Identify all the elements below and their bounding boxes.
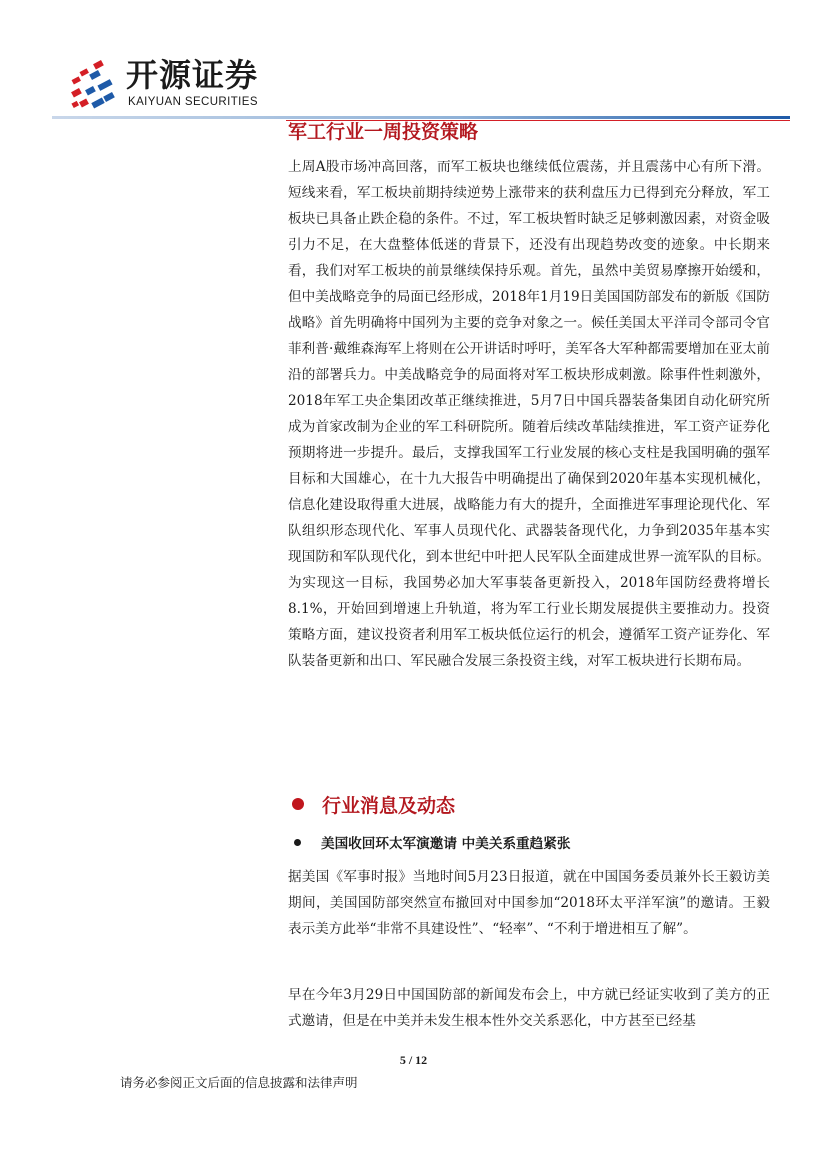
news-item-heading bbox=[288, 830, 770, 854]
logo-chinese-name: 开源证券 bbox=[126, 56, 259, 94]
header-divider bbox=[52, 116, 790, 119]
red-bullet-icon bbox=[292, 798, 304, 810]
section-title-strategy: 军工行业一周投资策略 bbox=[288, 121, 479, 143]
black-bullet-icon bbox=[294, 839, 301, 846]
news-paragraph-2: 早在今年3月29日中国国防部的新闻发布会上，中方就已经证实收到了美方的正式邀请，但是在中美并未发生根本性外交关系恶化，中方甚至已经基 bbox=[288, 987, 770, 1029]
news-paragraph-1: 据美国《军事时报》当地时间5月23日报道，就在中国国务委员兼外长王毅访美期间，美国国防部突然宣布撤回对中国参加“2018环太平洋军演”的邀请。王毅表示美方此举“非常不具建设性”、“轻率”、“不利于增进相互了解”。 bbox=[288, 869, 770, 937]
page-number: 5 / 12 bbox=[399, 1053, 428, 1067]
page-header bbox=[0, 0, 827, 125]
strategy-paragraph: 上周A股市场冲高回落，而军工板块也继续低位震荡，并且震荡中心有所下滑。短线来看，军工板块前期持续逆势上涨带来的获利盘压力已得到充分释放，军工板块已具备止跌企稳的条件。不过，军工板块暂时缺乏足够刺激因素，对资金吸引力不足，在大盘整体低迷的背景下，还没有出现趋势改变的迹象。中长期来看，我们对军工板块的前景继续保持乐观。首先，虽然中美贸易摩擦开始缓和，但中美战略竞争的局面已经形成，2018年1月19日美国国防部发布的新版《国防战略》首先明确将中国列为主要的竞争对象之一。候任美国太平洋司令部司令官菲利普·戴维森海军上将则在公开讲话时呼吁，美军各大军种都需要增加在亚太前沿的部署兵力。中美战略竞争的局面将对军工板块形成刺激。除事件性刺激外，2018年军工央企集团改革正继续推进，5月7日中国兵器装备集团自动化研究所成为首家改制为企业的军工科研院所。随着后续改革陆续推进，军工资产证券化预期将进一步提升。最后，支撑我国军工行业发展的核心支柱是我国明确的强军目标和大国雄心，在十九大报告中明确提出了确保到2020年基本实现机械化，信息化建设取得重大进展，战略能力有大的提升，全面推进军事理论现代化、军队组织形态现代化、军事人员现代化、武器装备现代化，力争到2035年基本实现国防和军队现代化，到本世纪中叶把人民军队全面建成世界一流军队的目标。为实现这一目标，我国势必加大军事装备更新投入，2018年国防经费将增长8.1%，开始回到增速上升轨道，将为军工行业长期发展提供主要推动力。投资策略方面，建议投资者利用军工板块低位运行的机会，遵循军工资产证券化、军队装备更新和出口、军民融合发展三条投资主线，对军工板块进行长期布局。 bbox=[288, 159, 770, 669]
kaiyuan-logo-icon bbox=[68, 60, 120, 112]
logo-english-name: KAIYUAN SECURITIES bbox=[128, 96, 258, 108]
footer-disclaimer: 请务必参阅正文后面的信息披露和法律声明 bbox=[120, 1075, 358, 1090]
news-item-title: 美国收回环太军演邀请 中美关系重趋紧张 bbox=[321, 836, 571, 852]
main-content bbox=[288, 120, 770, 1029]
section-heading-news bbox=[288, 790, 770, 818]
section-title-news: 行业消息及动态 bbox=[322, 794, 456, 817]
